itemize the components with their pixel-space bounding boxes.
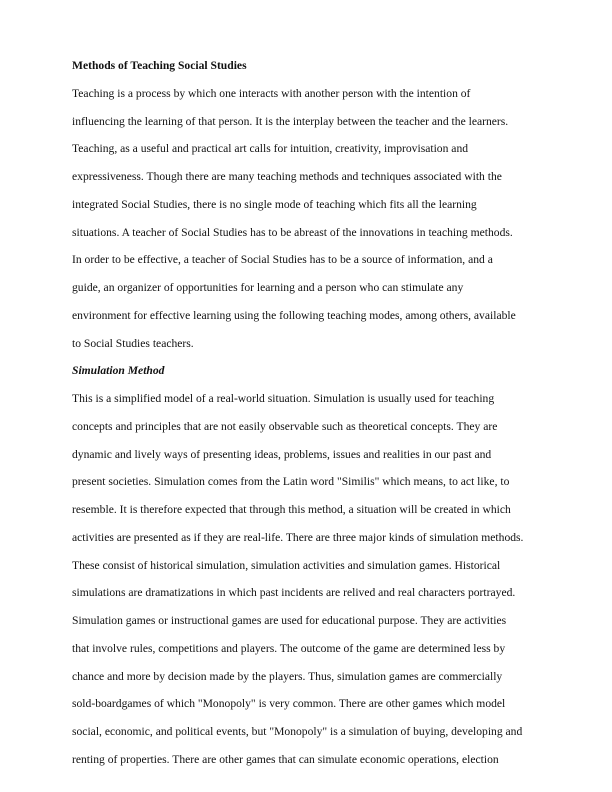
paragraph-line: In order to be effective, a teacher of Social Studies has to be a source of information, and a [72, 253, 493, 267]
document-page [72, 52, 552, 774]
paragraph-line: social, economic, and political events, but "Monopoly" is a simulation of buying, developing and [72, 725, 523, 738]
section-heading: Methods of Teaching Social Studies [72, 59, 247, 72]
paragraph-line: concepts and principles that are not easily observable such as theoretical concepts. They are [72, 419, 498, 433]
paragraph-line: expressiveness. Though there are many teaching methods and techniques associated with the [72, 170, 502, 183]
paragraph-line: sold-boardgames of which "Monopoly" is very common. There are other games which model [72, 697, 506, 711]
paragraph-line: present societies. Simulation comes from the Latin word "Similis" which means, to act like, to [72, 475, 510, 489]
paragraph-line: This is a simplified model of a real-world situation. Simulation is usually used for teaching [72, 392, 495, 405]
intro-paragraph [72, 80, 552, 358]
paragraph-line: Teaching is a process by which one interacts with another person with the intention of [72, 86, 471, 100]
paragraph-line: environment for effective learning using the following teaching modes, among others, available [72, 308, 516, 322]
paragraph-line: dynamic and lively ways of presenting ideas, problems, issues and realities in our past and [72, 447, 492, 461]
paragraph-line: that involve rules, competitions and players. The outcome of the game are determined less by [72, 641, 506, 655]
paragraph-line: integrated Social Studies, there is no single mode of teaching which fits all the learning [72, 197, 477, 211]
subsection-heading: Simulation Method [72, 364, 165, 378]
paragraph-line: chance and more by decision made by the players. Thus, simulation games are commercially [72, 669, 503, 683]
paragraph-line: influencing the learning of that person. It is the interplay between the teacher and the learners. [72, 114, 509, 128]
paragraph-line: simulations are dramatizations in which past incidents are relived and real characters portrayed. [72, 586, 516, 600]
paragraph-line: Teaching, as a useful and practical art calls for intuition, creativity, improvisation and [72, 142, 469, 156]
paragraph-line: to Social Studies teachers. [72, 336, 194, 350]
paragraph-line: renting of properties. There are other games that can simulate economic operations, election [72, 752, 499, 766]
paragraph-line: activities are presented as if they are real-life. There are three major kinds of simulation methods. [72, 530, 524, 544]
paragraph-line: These consist of historical simulation, simulation activities and simulation games. Historical [72, 558, 501, 572]
paragraph-line: guide, an organizer of opportunities for learning and a person who can stimulate any [72, 281, 464, 294]
paragraph-line: resemble. It is therefore expected that through this method, a situation will be created in which [72, 503, 511, 516]
simulation-paragraph [72, 385, 552, 774]
paragraph-line: Simulation games or instructional games are used for educational purpose. They are activities [72, 614, 507, 627]
paragraph-line: situations. A teacher of Social Studies has to be abreast of the innovations in teaching methods. [72, 225, 513, 239]
